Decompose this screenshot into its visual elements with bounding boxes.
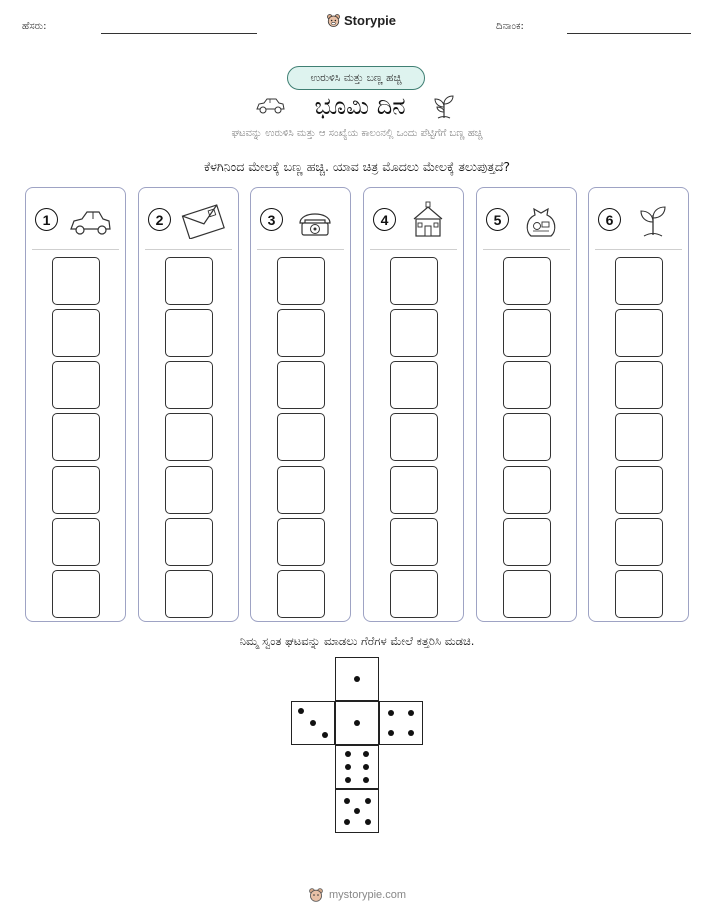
- color-box[interactable]: [390, 361, 438, 409]
- color-box[interactable]: [165, 309, 213, 357]
- color-box[interactable]: [503, 413, 551, 461]
- color-box[interactable]: [277, 466, 325, 514]
- color-box[interactable]: [165, 257, 213, 305]
- color-box[interactable]: [277, 361, 325, 409]
- column-6: [588, 187, 689, 622]
- dice-face-3[interactable]: [291, 701, 335, 745]
- name-label: ಹೆಸರು:: [22, 21, 47, 32]
- column-divider: [32, 249, 119, 250]
- dice-face-5[interactable]: [335, 789, 379, 833]
- column-divider: [595, 249, 682, 250]
- pip-dot: [365, 819, 371, 825]
- color-box[interactable]: [390, 570, 438, 618]
- date-line[interactable]: [567, 33, 691, 34]
- pip-dot: [408, 730, 414, 736]
- telephone-icon: [292, 201, 338, 239]
- color-box[interactable]: [165, 361, 213, 409]
- dice-instruction: ನಿಮ್ಮ ಸ್ವಂತ ಘಟವನ್ನು ಮಾಡಲು ಗೆರೆಗಳ ಮೇಲೆ ಕತ್ತರಿಸಿ ಮಡಚಿ.: [239, 634, 475, 648]
- color-box[interactable]: [615, 257, 663, 305]
- color-box[interactable]: [615, 309, 663, 357]
- color-box[interactable]: [503, 257, 551, 305]
- dice-face-4[interactable]: [379, 701, 423, 745]
- column-1: [25, 187, 126, 622]
- column-number: 6: [598, 208, 621, 231]
- color-box[interactable]: [390, 466, 438, 514]
- column-divider: [483, 249, 570, 250]
- color-box[interactable]: [277, 257, 325, 305]
- pip-dot: [344, 819, 350, 825]
- pip-dot: [408, 710, 414, 716]
- pip-dot: [310, 720, 316, 726]
- color-box[interactable]: [52, 309, 100, 357]
- color-box[interactable]: [615, 466, 663, 514]
- color-box[interactable]: [52, 466, 100, 514]
- color-box[interactable]: [503, 518, 551, 566]
- page-title: ಭೂಮಿ ದಿನ: [314, 92, 406, 120]
- column-5: [476, 187, 577, 622]
- color-box[interactable]: [165, 466, 213, 514]
- instructions-subtitle: ಘಟವನ್ನು ಉರುಳಿಸಿ ಮತ್ತು ಆ ಸಂಖ್ಯೆಯ ಕಾಲಂನಲ್ಲಿ ಒಂದು ಪೆಟ್ಟಿಗೆಗೆ ಬಣ್ಣ ಹಚ್ಚಿ: [231, 128, 483, 139]
- envelope-icon: [180, 201, 226, 239]
- pip-dot: [365, 798, 371, 804]
- column-divider: [370, 249, 457, 250]
- question-text: ಕೆಳಗಿನಿಂದ ಮೇಲಕ್ಕೆ ಬಣ್ಣ ಹಚ್ಚಿ. ಯಾವ ಚಿತ್ರ ಮೊದಲು ಮೇಲಕ್ಕೆ ತಲುಪುತ್ತದೆ?: [203, 159, 511, 174]
- dice-face-6[interactable]: [335, 745, 379, 789]
- color-box[interactable]: [503, 466, 551, 514]
- color-box[interactable]: [277, 413, 325, 461]
- color-box[interactable]: [615, 361, 663, 409]
- dice-face-1[interactable]: [335, 657, 379, 701]
- brand-logo: [326, 13, 396, 28]
- color-box[interactable]: [615, 570, 663, 618]
- color-box[interactable]: [52, 361, 100, 409]
- column-4: [363, 187, 464, 622]
- column-number: 2: [148, 208, 171, 231]
- color-box[interactable]: [615, 518, 663, 566]
- color-box[interactable]: [52, 257, 100, 305]
- pip-dot: [344, 798, 350, 804]
- seedling-icon: [630, 201, 676, 239]
- color-box[interactable]: [52, 570, 100, 618]
- footer: [308, 887, 406, 903]
- color-box[interactable]: [503, 361, 551, 409]
- pip-dot: [388, 710, 394, 716]
- name-line[interactable]: [101, 33, 257, 34]
- date-label: ದಿನಾಂಕ:: [496, 21, 524, 32]
- color-box[interactable]: [503, 309, 551, 357]
- color-box[interactable]: [52, 413, 100, 461]
- color-box[interactable]: [52, 518, 100, 566]
- bear-mascot-icon: [308, 887, 324, 903]
- dice-face-center[interactable]: [335, 701, 379, 745]
- color-box[interactable]: [390, 257, 438, 305]
- pip-dot: [363, 751, 369, 757]
- column-divider: [145, 249, 232, 250]
- color-box[interactable]: [277, 309, 325, 357]
- pip-dot: [354, 676, 360, 682]
- garbage-bag-icon: [518, 201, 564, 239]
- activity-pill: ಉರುಳಿಸಿ ಮತ್ತು ಬಣ್ಣ ಹಚ್ಚಿ: [287, 66, 425, 90]
- pip-dot: [345, 751, 351, 757]
- pip-dot: [354, 808, 360, 814]
- color-box[interactable]: [165, 518, 213, 566]
- color-box[interactable]: [165, 413, 213, 461]
- schoolhouse-icon: [405, 201, 451, 239]
- pip-dot: [363, 764, 369, 770]
- color-box[interactable]: [277, 570, 325, 618]
- color-box[interactable]: [390, 309, 438, 357]
- footer-url[interactable]: mystorypie.com: [329, 889, 407, 901]
- car-icon: [67, 201, 113, 239]
- pip-dot: [388, 730, 394, 736]
- column-number: 5: [486, 208, 509, 231]
- pip-dot: [298, 708, 304, 714]
- column-number: 4: [373, 208, 396, 231]
- column-divider: [257, 249, 344, 250]
- bear-mascot-icon: [326, 13, 341, 28]
- column-number: 1: [35, 208, 58, 231]
- color-box[interactable]: [165, 570, 213, 618]
- pip-dot: [345, 777, 351, 783]
- seedling-icon: [432, 93, 456, 121]
- pip-dot: [354, 720, 360, 726]
- color-box[interactable]: [503, 570, 551, 618]
- column-2: [138, 187, 239, 622]
- pip-dot: [322, 732, 328, 738]
- brand-name: Storypie: [344, 13, 397, 28]
- car-icon: [254, 96, 286, 116]
- pip-dot: [345, 764, 351, 770]
- pip-dot: [363, 777, 369, 783]
- color-box[interactable]: [390, 518, 438, 566]
- color-box[interactable]: [390, 413, 438, 461]
- column-3: [250, 187, 351, 622]
- color-box[interactable]: [615, 413, 663, 461]
- column-number: 3: [260, 208, 283, 231]
- color-box[interactable]: [277, 518, 325, 566]
